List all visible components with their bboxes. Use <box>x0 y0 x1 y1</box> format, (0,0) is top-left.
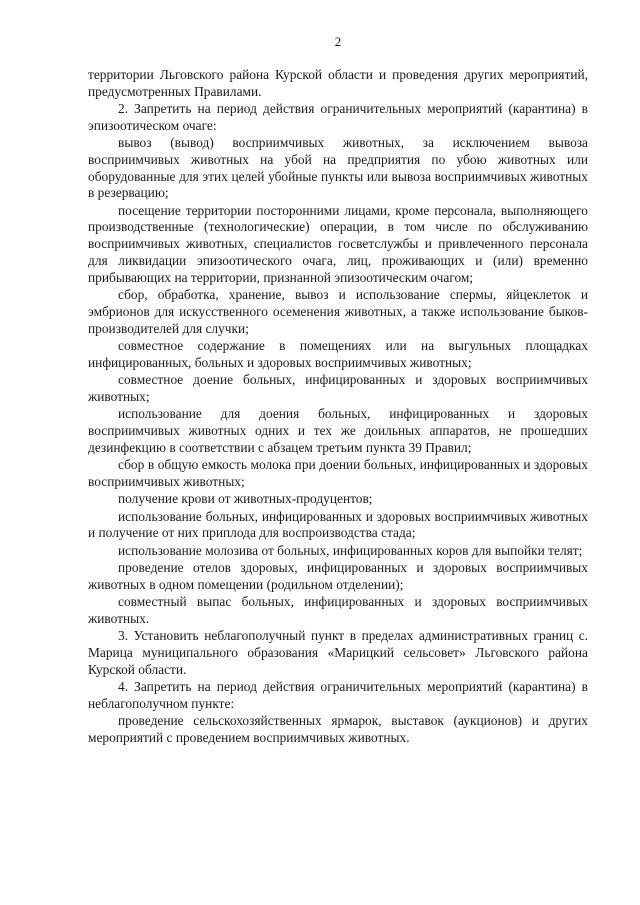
document-body <box>88 67 588 747</box>
clause-2-item-grazing: совместный выпас больных, инфицированных и здоровых восприимчивых животных. <box>88 594 588 626</box>
clause-2-item-milking-machines: использование для доения больных, инфицированных и здоровых восприимчивых животных одних и тех же доильных аппаратов, не прошедших дезинфекцию в соответствии с абзацем третьим пункта 39 Правил; <box>88 406 588 455</box>
clause-2-item-milk-collection: сбор в общую емкость молока при доении больных, инфицированных и здоровых восприимчивых животных; <box>88 457 588 489</box>
clause-2-item-colostrum: использование молозива от больных, инфицированных коров для выпойки телят; <box>118 542 583 558</box>
clause-2-item-blood: получение крови от животных-продуцентов; <box>118 491 373 507</box>
paragraph-continuation: территории Льговского района Курской области и проведения других мероприятий, предусмотренных Правилами. <box>88 66 588 99</box>
clause-2-item-joint-keeping: совместное содержание в помещениях или на выгульных площадках инфицированных, больных и здоровых восприимчивых животных; <box>88 338 588 370</box>
clause-4-item-fairs: проведение сельскохозяйственных ярмарок, выставок (аукционов) и других мероприятий с проведением восприимчивых животных. <box>88 713 588 745</box>
clause-4-heading: 4. Запретить на период действия ограничительных мероприятий (карантина) в неблагополучном пункте: <box>88 678 588 711</box>
clause-3: 3. Установить неблагополучный пункт в пределах административных границ с. Марица муниципального образования «Марицкий сельсовет» Льговского района Курской области. <box>88 628 588 677</box>
clause-2-item-visits: посещение территории посторонними лицами, кроме персонала, выполняющего производственные (технологические) операции, в том числе по обслуживанию восприимчивых животных, специалистов госветслужбы и привлеченного персонала для ликвидации эпизоотического очага, лиц, проживающих и (или) временно прибывающих на территории, признанной эпизоотическим очагом; <box>88 202 588 285</box>
clause-2-heading: 2. Запретить на период действия ограничительных мероприятий (карантина) в эпизоотическом очаге: <box>88 100 588 133</box>
page-number: 2 <box>334 34 342 49</box>
clause-2-item-sperm: сбор, обработка, хранение, вывоз и использование спермы, яйцеклеток и эмбрионов для искусственного осеменения животных, а также использование быков-производителей для случки; <box>88 287 588 336</box>
clause-2-item-calving: проведение отелов здоровых, инфицированных и здоровых восприимчивых животных в одном помещении (родильном отделении); <box>88 559 588 592</box>
clause-2-item-export: вывоз (вывод) восприимчивых животных, за исключением вывоза восприимчивых животных на убой на предприятия по убою животных или оборудованные для этих целей убойные пункты или вывоза восприимчивых животных в резервацию; <box>88 134 588 201</box>
clause-2-item-joint-milking: совместное доение больных, инфицированных и здоровых восприимчивых животных; <box>88 372 588 404</box>
clause-2-item-breeding: использование больных, инфицированных и здоровых восприимчивых животных и получение от них приплода для воспроизводства стада; <box>88 508 588 541</box>
